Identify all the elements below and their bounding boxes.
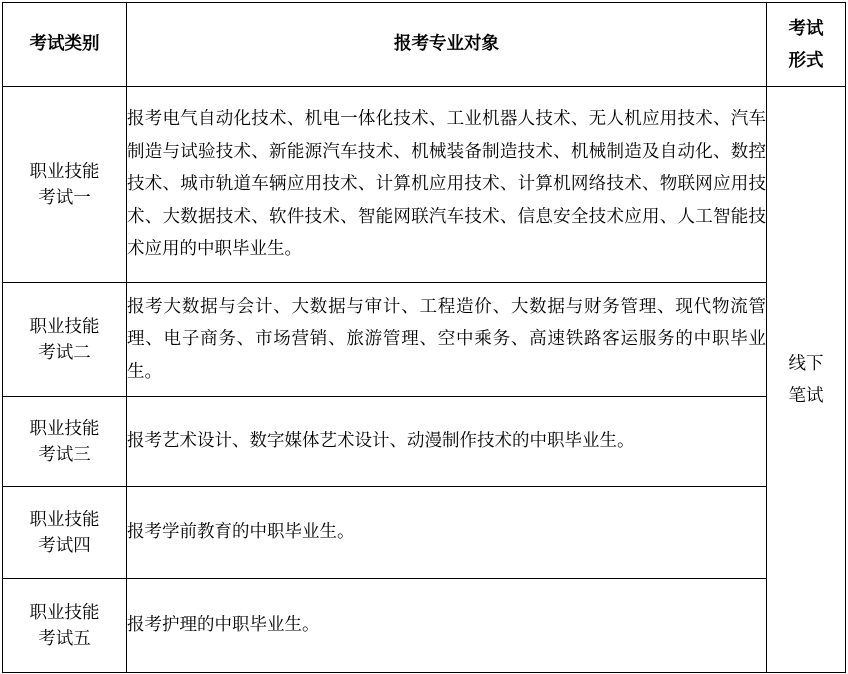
category-cell	[3, 283, 127, 397]
category-line2: 考试一	[38, 187, 91, 208]
header-category: 考试类别	[3, 3, 127, 87]
category-cell	[3, 487, 127, 579]
header-form-line2: 形式	[788, 50, 824, 71]
table-row	[3, 283, 846, 397]
category-line1: 职业技能	[29, 509, 100, 530]
target-cell: 报考艺术设计、数字媒体艺术设计、动漫制作技术的中职毕业生。	[127, 397, 767, 487]
header-target: 报考专业对象	[127, 3, 767, 87]
exam-form-line1: 线下	[788, 353, 824, 374]
exam-form-cell	[767, 87, 846, 673]
target-cell: 报考大数据与会计、大数据与审计、工程造价、大数据与财务管理、现代物流管理、电子商务、市场营销、旅游管理、空中乘务、高速铁路客运服务的中职毕业生。	[127, 283, 767, 397]
category-line2: 考试四	[38, 535, 91, 556]
table-row	[3, 87, 846, 283]
header-form	[767, 3, 846, 87]
table-row	[3, 579, 846, 673]
header-form-line1: 考试	[788, 18, 824, 39]
target-cell: 报考护理的中职毕业生。	[127, 579, 767, 673]
exam-form-line2: 笔试	[788, 385, 824, 406]
category-line1: 职业技能	[29, 316, 100, 337]
category-line1: 职业技能	[29, 602, 100, 623]
target-cell: 报考学前教育的中职毕业生。	[127, 487, 767, 579]
category-line1: 职业技能	[29, 418, 100, 439]
category-cell	[3, 397, 127, 487]
exam-table	[2, 2, 846, 673]
header-row	[3, 3, 846, 87]
category-cell	[3, 87, 127, 283]
category-line2: 考试三	[38, 444, 91, 465]
target-cell: 报考电气自动化技术、机电一体化技术、工业机器人技术、无人机应用技术、汽车制造与试验技术、新能源汽车技术、机械装备制造技术、机械制造及自动化、数控技术、城市轨道车辆应用技术、计算机应用技术、计算机网络技术、物联网应用技术、大数据技术、软件技术、智能网联汽车技术、信息安全技术应用、人工智能技术应用的中职毕业生。	[127, 87, 767, 283]
category-cell	[3, 579, 127, 673]
category-line2: 考试五	[38, 628, 91, 649]
category-line2: 考试二	[38, 342, 91, 363]
table-row	[3, 397, 846, 487]
table-row	[3, 487, 846, 579]
category-line1: 职业技能	[29, 161, 100, 182]
